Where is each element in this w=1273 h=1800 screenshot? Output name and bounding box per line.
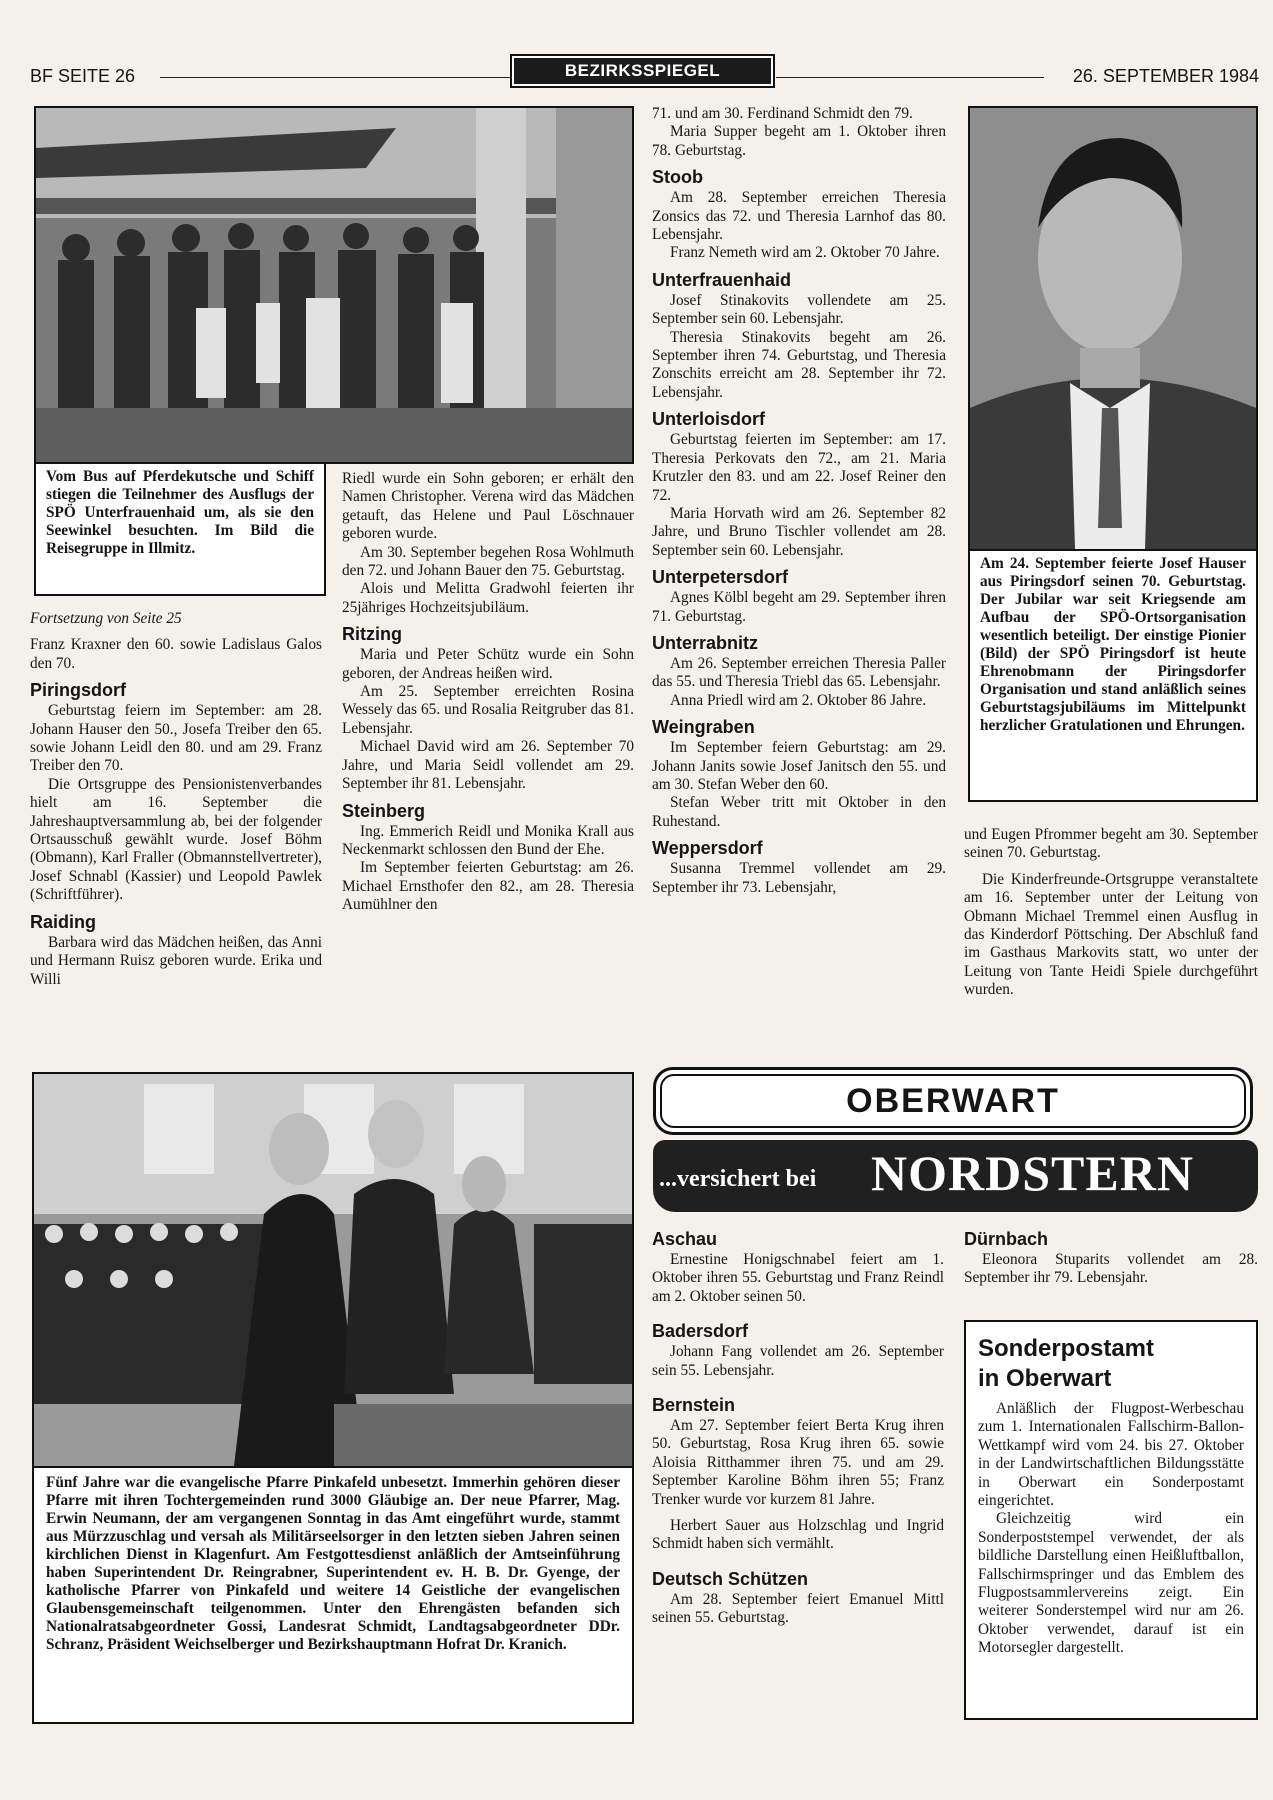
heading-piringsdorf: Piringsdorf: [30, 680, 127, 701]
paragraph: Susanna Tremmel vollendet am 29. September ihr 73. Lebensjahr,: [652, 860, 946, 896]
paragraph: Barbara wird das Mädchen heißen, das Anni und Hermann Ruisz geboren wurde. Erika und Willi: [30, 933, 322, 988]
paragraph: Am 25. September erreichten Rosina Wessely das 65. und Rosalia Reitgruber das 81. Lebensjahr.: [342, 683, 634, 737]
caption-travel-group: Vom Bus auf Pferdekutsche und Schiff stiegen die Teilnehmer des Ausflugs der SPÖ Unterfrauenhaid um, als sie den Seewinkel besuchten. Im Bild die Reisegruppe in Illmitz.: [34, 464, 326, 596]
paragraph: Am 28. September erreichen Theresia Zonsics das 72. und Theresia Larnhof das 80. Lebensjahr.: [652, 189, 946, 244]
sonderpostamt-title-line2: in Oberwart: [978, 1365, 1112, 1392]
photo-portrait-josef-hauser: [968, 106, 1258, 551]
heading-steinberg: Steinberg: [342, 800, 426, 821]
paragraph: Riedl wurde ein Sohn geboren; er erhält den Namen Christopher. Verena wird das Mädchen getauft, das Helene und Paul Löschnauer geboren wurde.: [342, 470, 634, 543]
continued-note: Fortsetzung von Seite 25: [30, 610, 182, 627]
paragraph: Gleichzeitig wird ein Sonderpoststempel verwendet, der als bildliche Darstellung einen Heißluftballon, Fallschirmspringer und das Emblem des Flugpostsammlervereins zeigt. Ein weiterer Sonderstempel wird nur am 26. Oktober verwendet, darauf ist ein Motorsegler dargestellt.: [978, 1510, 1244, 1657]
paragraph: Theresia Stinakovits begeht am 26. September ihren 74. Geburtstag, und Theresia Zonschits erreicht am 28. September ihr 72. Lebensjahr.: [652, 328, 946, 401]
paragraph: Die Kinderfreunde-Ortsgruppe veranstaltete am 16. September unter der Leitung von Obmann Michael Tremmel einen Ausflug in das Kinderdorf Pöttsching. Der Abschluß fand im Gasthaus Markovits statt, wo unter der Leitung von Tante Heidi Spiele durchgeführt wurden.: [964, 870, 1258, 999]
heading-deutsch-schuetzen: Deutsch Schützen: [652, 1568, 809, 1589]
paragraph: Geburtstag feiern im September: am 28. Johann Hauser den 50., Josefa Treiber den 65. sowie Johann Leidl den 80. und am 29. Franz Treiber den 70.: [30, 702, 322, 775]
paragraph: Anna Priedl wird am 2. Oktober 86 Jahre.: [670, 691, 927, 709]
heading-duernbach: Dürnbach: [964, 1229, 1049, 1249]
paragraph: Am 26. September erreichen Theresia Paller das 55. und Theresia Triebl das 65. Lebensjahr.: [652, 654, 946, 691]
nordstern-ad-brand: NORDSTERN: [871, 1145, 1194, 1201]
masthead-title: BEZIRKSSPIEGEL: [514, 58, 771, 84]
heading-aschau: Aschau: [652, 1229, 718, 1249]
portrait-image: [970, 108, 1256, 549]
column-3: [652, 105, 946, 897]
paragraph: Franz Nemeth wird am 2. Oktober 70 Jahre.: [670, 244, 940, 262]
paragraph: Josef Stinakovits vollendete am 25. September sein 60. Lebensjahr.: [652, 291, 946, 328]
paragraph: Im September feiern Geburtstag: am 29. Johann Janits sowie Josef Janitsch den 55. und am 30. Stefan Weber den 60.: [652, 739, 946, 793]
column-2: [342, 470, 634, 915]
oberwart-column-1: [652, 1222, 944, 1628]
paragraph: Franz Kraxner den 60. sowie Ladislaus Galos den 70.: [30, 636, 322, 672]
paragraph: Die Ortsgruppe des Pensionistenverbandes hielt am 16. September die Jahreshauptversammlung ab, bei der folgender Ortsausschuß gewählt wurde. Josef Böhm (Obmann), Karl Fraller (Obmannstellvertreter), Josef Schnabl (Kassier) und Leopold Pawlek (Schriftführer).: [30, 775, 322, 904]
paragraph: und Eugen Pfrommer begeht am 30. September seinen 70. Geburtstag.: [964, 826, 1258, 862]
photo-travel-group: [34, 106, 634, 464]
oberwart-banner-title: OBERWART: [660, 1074, 1246, 1128]
issue-date: 26. SEPTEMBER 1984: [1072, 66, 1259, 86]
masthead: [510, 54, 775, 88]
sonderpostamt-box: [964, 1320, 1258, 1720]
heading-unterloisdorf: Unterloisdorf: [652, 409, 766, 430]
travel-group-image: [36, 108, 632, 462]
heading-weingraben: Weingraben: [652, 717, 755, 738]
paragraph: Agnes Kölbl begeht am 29. September ihren 71. Geburtstag.: [652, 589, 946, 625]
paragraph: Johann Fang vollendet am 26. September sein 55. Lebensjahr.: [652, 1343, 944, 1379]
sonderpostamt-title: [978, 1334, 1244, 1394]
header-rule-right: [776, 77, 1044, 78]
column-1: [30, 604, 322, 989]
paragraph: Am 28. September feiert Emanuel Mittl seinen 55. Geburtstag.: [652, 1590, 944, 1627]
heading-unterfrauenhaid: Unterfrauenhaid: [652, 269, 792, 290]
heading-ritzing: Ritzing: [342, 624, 402, 645]
paragraph: 71. und am 30. Ferdinand Schmidt den 79.: [652, 105, 913, 122]
paragraph: Alois und Melitta Gradwohl feierten ihr 25jähriges Hochzeitsjubiläum.: [342, 580, 634, 616]
paragraph: Anläßlich der Flugpost-Werbeschau zum 1. Internationalen Fallschirm-Ballon-Wettkampf wird vom 24. bis 27. Oktober in der Landwirtschaftlichen Bildungsstätte in Oberwart ein Sonderpostamt eingerichtet.: [978, 1400, 1244, 1510]
column-4: [964, 826, 1258, 1000]
caption-church: Fünf Jahre war die evangelische Pfarre Pinkafeld unbesetzt. Immerhin gehören dieser Pfarre mit ihren Tochtergemeinden rund 3000 Gläubige an. Der neue Pfarrer, Mag. Erwin Neumann, der am vergangenen Sonntag in das Amt eingeführt wurde, stammt aus Mürzzuschlag und versah als Militärseelsorger in den letzten sieben Jahren seinen kirchlichen Dienst in Klagenfurt. Am Festgottesdienst anläßlich der Amtseinführung haben Superintendent Dr. Reingrabner, Superintendent ev. H. B. Dr. Gyenge, der katholische Pfarrer von Pinkafeld und weitere 14 Geistliche der evangelischen Glaubensgemeinschaft teilgenommen. Unter den Ehrengästen befanden sich Nationalratsabgeordneter Gossi, Landesrat Schmidt, Landtagsabgeordneter DDr. Schranz, Präsident Weichselberger und Bezirkshauptmann Hofrat Dr. Kranich.: [32, 1468, 634, 1724]
paragraph: Michael David wird am 26. September 70 Jahre, und Maria Seidl vollendet am 29. September ihr 81. Lebensjahr.: [342, 738, 634, 793]
heading-raiding: Raiding: [30, 911, 96, 932]
photo-church-installation: [32, 1072, 634, 1468]
header-rule-left: [160, 77, 510, 78]
paragraph: Ing. Emmerich Reidl und Monika Krall aus Neckenmarkt schlossen den Bund der Ehe.: [342, 822, 634, 858]
page-number: BF SEITE 26: [30, 66, 136, 86]
paragraph: Maria und Peter Schütz wurde ein Sohn geboren, der Andreas heißen wird.: [342, 646, 634, 682]
paragraph: Maria Horvath wird am 26. September 82 Jahre, und Bruno Tischler vollendet am 28. September sein 60. Lebensjahr.: [652, 504, 946, 559]
paragraph: Im September feierten Geburtstag: am 26. Michael Ernsthofer den 82., am 28. Theresia Aumühlner den: [342, 859, 634, 914]
paragraph: Ernestine Honigschnabel feiert am 1. Oktober ihren 55. Geburtstag und Franz Reindl am 2. Oktober seinen 50.: [652, 1251, 944, 1305]
paragraph: Maria Supper begeht am 1. Oktober ihren 78. Geburtstag.: [652, 123, 946, 159]
oberwart-column-2: [964, 1222, 1258, 1288]
church-image: [34, 1074, 632, 1466]
paragraph: Herbert Sauer aus Holzschlag und Ingrid Schmidt haben sich vermählt.: [652, 1517, 944, 1553]
heading-unterpetersdorf: Unterpetersdorf: [652, 567, 789, 588]
nordstern-ad: [653, 1140, 1258, 1212]
heading-badersdorf: Badersdorf: [652, 1321, 749, 1342]
paragraph: Am 30. September begehen Rosa Wohlmuth den 72. und Johann Bauer den 75. Geburtstag.: [342, 543, 634, 580]
paragraph: Stefan Weber tritt mit Oktober in den Ruhestand.: [652, 794, 946, 830]
heading-weppersdorf: Weppersdorf: [652, 838, 763, 859]
nordstern-ad-tagline: ...versichert bei: [659, 1166, 817, 1192]
oberwart-banner: [653, 1067, 1253, 1135]
paragraph: Geburtstag feierten im September: am 17. Theresia Perkovats den 72., am 21. Maria Krutzler den 83. und am 22. Josef Reiner den 72.: [652, 431, 946, 504]
sonderpostamt-title-line1: Sonderpostamt: [978, 1335, 1155, 1362]
heading-unterrabnitz: Unterrabnitz: [652, 632, 759, 653]
paragraph: Eleonora Stuparits vollendet am 28. September ihr 79. Lebensjahr.: [964, 1251, 1258, 1287]
caption-portrait: Am 24. September feierte Josef Hauser aus Piringsdorf seinen 70. Geburtstag. Der Jubilar war seit Kriegsende am Aufbau der SPÖ-Ortsorganisation wesentlich beteiligt. Der einstige Pionier (Bild) der SPÖ Piringsdorf ist heute Ehrenobmann der Piringsdorfer Organisation und stand anläßlich seines Geburtstagsjubiläums im Mittelpunkt herzlicher Gratulationen und Ehrungen.: [968, 551, 1258, 802]
paragraph: Am 27. September feiert Berta Krug ihren 50. Geburtstag, Rosa Krug ihren 65. sowie Aloisia Ritthammer ihren 75. und am 29. September Karoline Böhm ihren 55; Franz Trenker wurde vor kurzem 81 Jahre.: [652, 1417, 944, 1508]
heading-bernstein: Bernstein: [652, 1395, 736, 1416]
heading-stoob: Stoob: [652, 167, 703, 188]
